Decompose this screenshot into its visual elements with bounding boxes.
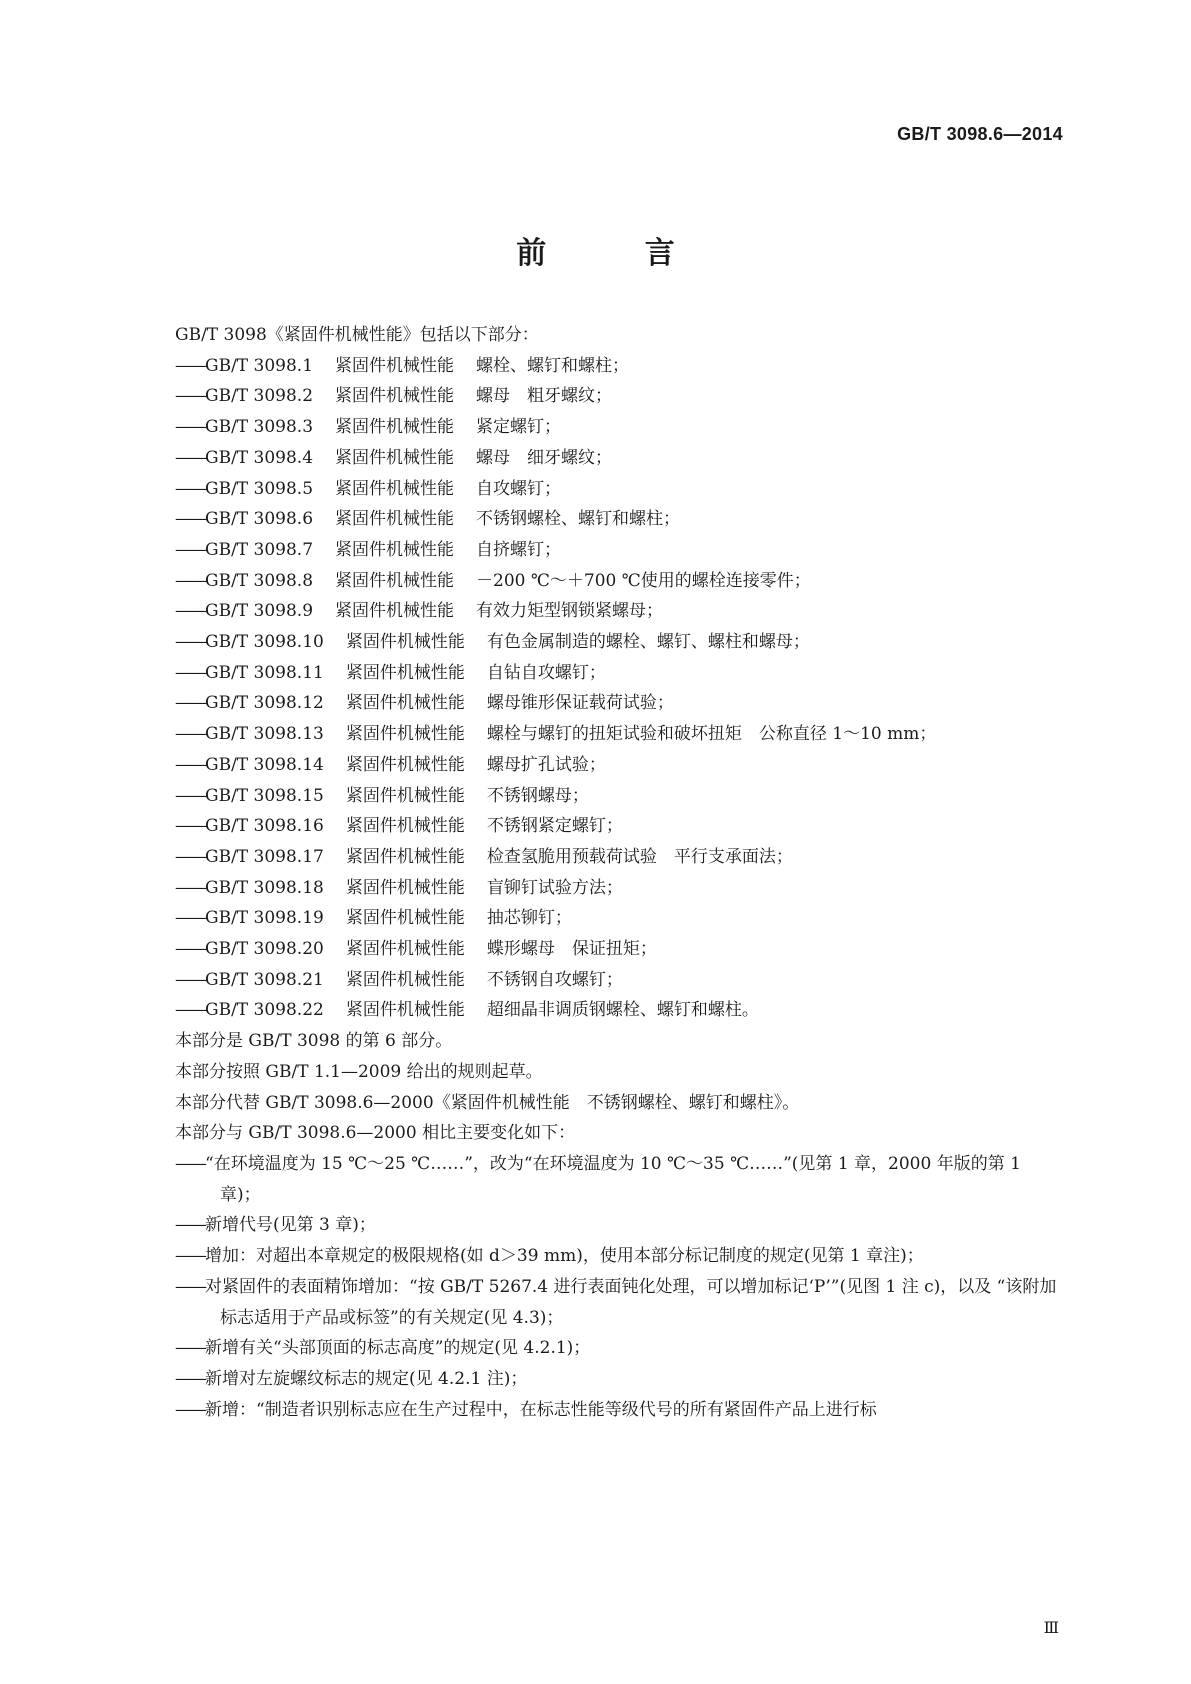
list-dash: ——	[175, 693, 205, 714]
change-text: 增加：对超出本章规定的极限规格(如 d＞39 mm)，使用本部分标记制度的规定(见第 1 章注)；	[205, 1246, 924, 1267]
part-name: 紧固件机械性能	[345, 662, 465, 683]
part-code: GB/T 3098.17	[205, 846, 324, 867]
list-dash: ——	[175, 816, 205, 837]
part-code: GB/T 3098.3	[205, 417, 314, 438]
part-name: 紧固件机械性能	[335, 570, 455, 591]
statement-line: 本部分按照 GB/T 1.1—2009 给出的规则起草。	[175, 1061, 543, 1082]
list-dash: ——	[175, 386, 205, 407]
part-code: GB/T 3098.8	[205, 570, 314, 591]
part-name: 紧固件机械性能	[335, 539, 455, 560]
part-list-item	[175, 443, 1060, 474]
part-code: GB/T 3098.16	[205, 816, 324, 837]
part-code: GB/T 3098.19	[205, 908, 324, 929]
part-name: 紧固件机械性能	[345, 632, 465, 653]
list-dash: ——	[175, 939, 205, 960]
part-list-item	[175, 474, 1060, 505]
part-name: 紧固件机械性能	[335, 601, 455, 622]
part-name: 紧固件机械性能	[345, 724, 465, 745]
part-list-item	[175, 750, 1060, 781]
part-list-item	[175, 873, 1060, 904]
list-dash: ——	[175, 969, 205, 990]
list-dash: ——	[175, 570, 205, 591]
part-name: 紧固件机械性能	[345, 1000, 465, 1021]
part-list-item	[175, 934, 1060, 965]
list-dash: ——	[175, 1153, 205, 1174]
part-list-item	[175, 504, 1060, 535]
part-name: 紧固件机械性能	[345, 693, 465, 714]
part-list-item	[175, 412, 1060, 443]
part-subtitle: 螺栓与螺钉的扭矩试验和破坏扭矩 公称直径 1～10 mm；	[486, 724, 937, 745]
list-dash: ——	[175, 754, 205, 775]
change-list-item	[175, 1395, 1060, 1426]
statement-line: 本部分与 GB/T 3098.6—2000 相比主要变化如下：	[175, 1123, 576, 1144]
list-dash: ——	[175, 1276, 205, 1297]
change-text: 新增有关“头部顶面的标志高度”的规定(见 4.2.1)；	[205, 1338, 591, 1359]
list-dash: ——	[175, 478, 205, 499]
part-name: 紧固件机械性能	[345, 939, 465, 960]
part-code: GB/T 3098.2	[205, 386, 314, 407]
list-dash: ——	[175, 509, 205, 530]
part-list-item	[175, 627, 1060, 658]
list-dash: ——	[175, 601, 205, 622]
part-subtitle: 不锈钢紧定螺钉；	[486, 816, 623, 837]
part-list-item	[175, 658, 1060, 689]
part-subtitle: 有效力矩型钢锁紧螺母；	[476, 601, 664, 622]
part-subtitle: 不锈钢螺母；	[486, 785, 589, 806]
part-list-item	[175, 811, 1060, 842]
part-list-item	[175, 535, 1060, 566]
page-title: 前 言	[516, 236, 719, 271]
intro-line: GB/T 3098《紧固件机械性能》包括以下部分：	[175, 325, 539, 345]
part-code: GB/T 3098.10	[205, 632, 324, 653]
changes-list	[175, 1149, 1060, 1425]
list-dash: ——	[175, 355, 205, 376]
part-code: GB/T 3098.9	[205, 601, 314, 622]
part-list-item	[175, 688, 1060, 719]
part-code: GB/T 3098.15	[205, 785, 324, 806]
part-code: GB/T 3098.1	[205, 355, 314, 376]
part-list-item	[175, 719, 1060, 750]
part-list-item	[175, 351, 1060, 382]
change-list-item	[175, 1149, 1060, 1210]
part-code: GB/T 3098.21	[205, 969, 324, 990]
part-code: GB/T 3098.4	[205, 447, 314, 468]
part-subtitle: 不锈钢螺栓、螺钉和螺柱；	[476, 509, 681, 530]
part-code: GB/T 3098.7	[205, 539, 314, 560]
list-dash: ——	[175, 1000, 205, 1021]
part-list-item	[175, 566, 1060, 597]
part-subtitle: －200 ℃～＋700 ℃使用的螺栓连接零件；	[476, 570, 811, 591]
part-code: GB/T 3098.5	[205, 478, 314, 499]
part-code: GB/T 3098.11	[205, 662, 324, 683]
part-code: GB/T 3098.12	[205, 693, 324, 714]
part-subtitle: 盲铆钉试验方法；	[486, 877, 623, 898]
list-dash: ——	[175, 632, 205, 653]
part-code: GB/T 3098.14	[205, 754, 324, 775]
part-name: 紧固件机械性能	[345, 754, 465, 775]
part-subtitle: 螺母锥形保证载荷试验；	[486, 693, 674, 714]
part-subtitle: 紧定螺钉；	[476, 417, 562, 438]
part-name: 紧固件机械性能	[335, 509, 455, 530]
part-list-item	[175, 842, 1060, 873]
part-subtitle: 不锈钢自攻螺钉；	[486, 969, 623, 990]
change-list-item	[175, 1210, 1060, 1241]
list-dash: ——	[175, 846, 205, 867]
list-dash: ——	[175, 1399, 205, 1420]
part-code: GB/T 3098.22	[205, 1000, 324, 1021]
part-subtitle: 螺母 粗牙螺纹；	[476, 386, 613, 407]
part-list-item	[175, 995, 1060, 1026]
part-list-item	[175, 903, 1060, 934]
part-name: 紧固件机械性能	[335, 478, 455, 499]
part-subtitle: 蝶形螺母 保证扭矩；	[486, 939, 657, 960]
part-name: 紧固件机械性能	[335, 447, 455, 468]
part-code: GB/T 3098.6	[205, 509, 314, 530]
part-name: 紧固件机械性能	[345, 785, 465, 806]
statements-list	[175, 1026, 1060, 1149]
part-name: 紧固件机械性能	[335, 386, 455, 407]
change-text: 新增对左旋螺纹标志的规定(见 4.2.1 注)；	[205, 1368, 528, 1389]
change-text: 对紧固件的表面精饰增加：“按 GB/T 5267.4 进行表面钝化处理，可以增加标记‘P’”(见图 1 注 c)，以及 “该附加标志适用于产品或标签”的有关规定(见 4.3)；	[205, 1276, 1057, 1328]
list-dash: ——	[175, 1368, 205, 1389]
change-text: 新增：“制造者识别标志应在生产过程中，在标志性能等级代号的所有紧固件产品上进行标	[205, 1399, 877, 1420]
list-dash: ——	[175, 1338, 205, 1359]
list-dash: ——	[175, 1215, 205, 1236]
part-subtitle: 自挤螺钉；	[476, 539, 562, 560]
statement-line: 本部分代替 GB/T 3098.6—2000《紧固件机械性能 不锈钢螺栓、螺钉和螺柱》。	[175, 1092, 800, 1113]
standard-code: GB/T 3098.6—2014	[897, 124, 1063, 144]
part-subtitle: 螺栓、螺钉和螺柱；	[476, 355, 630, 376]
part-name: 紧固件机械性能	[345, 846, 465, 867]
part-code: GB/T 3098.13	[205, 724, 324, 745]
part-list-item	[175, 965, 1060, 996]
change-list-item	[175, 1333, 1060, 1364]
part-name: 紧固件机械性能	[345, 969, 465, 990]
part-subtitle: 螺母 细牙螺纹；	[476, 447, 613, 468]
part-name: 紧固件机械性能	[335, 355, 455, 376]
part-name: 紧固件机械性能	[345, 877, 465, 898]
change-list-item	[175, 1364, 1060, 1395]
list-dash: ——	[175, 877, 205, 898]
part-list-item	[175, 381, 1060, 412]
list-dash: ——	[175, 724, 205, 745]
part-subtitle: 螺母扩孔试验；	[486, 754, 606, 775]
list-dash: ——	[175, 1246, 205, 1267]
part-list-item	[175, 596, 1060, 627]
list-dash: ——	[175, 539, 205, 560]
change-text: “在环境温度为 15 ℃～25 ℃……”，改为“在环境温度为 10 ℃～35 ℃……”(见第 1 章，2000 年版的第 1 章)；	[205, 1153, 1021, 1205]
part-subtitle: 超细晶非调质钢螺栓、螺钉和螺柱。	[486, 1000, 759, 1021]
list-dash: ——	[175, 785, 205, 806]
change-text: 新增代号(见第 3 章)；	[205, 1215, 376, 1236]
list-dash: ——	[175, 662, 205, 683]
part-code: GB/T 3098.20	[205, 939, 324, 960]
change-list-item	[175, 1272, 1060, 1333]
statement-line: 本部分是 GB/T 3098 的第 6 部分。	[175, 1031, 453, 1052]
list-dash: ——	[175, 908, 205, 929]
part-name: 紧固件机械性能	[335, 417, 455, 438]
list-dash: ——	[175, 417, 205, 438]
document-body	[175, 320, 1060, 1425]
part-subtitle: 检查氢脆用预载荷试验 平行支承面法；	[486, 846, 793, 867]
part-list-item	[175, 781, 1060, 812]
part-name: 紧固件机械性能	[345, 816, 465, 837]
page-number: Ⅲ	[1043, 1620, 1059, 1637]
part-subtitle: 抽芯铆钉；	[486, 908, 572, 929]
part-subtitle: 自钻自攻螺钉；	[486, 662, 606, 683]
list-dash: ——	[175, 447, 205, 468]
part-name: 紧固件机械性能	[345, 908, 465, 929]
part-subtitle: 有色金属制造的螺栓、螺钉、螺柱和螺母；	[486, 632, 810, 653]
parts-list	[175, 351, 1060, 1026]
change-list-item	[175, 1241, 1060, 1272]
part-code: GB/T 3098.18	[205, 877, 324, 898]
part-subtitle: 自攻螺钉；	[476, 478, 562, 499]
